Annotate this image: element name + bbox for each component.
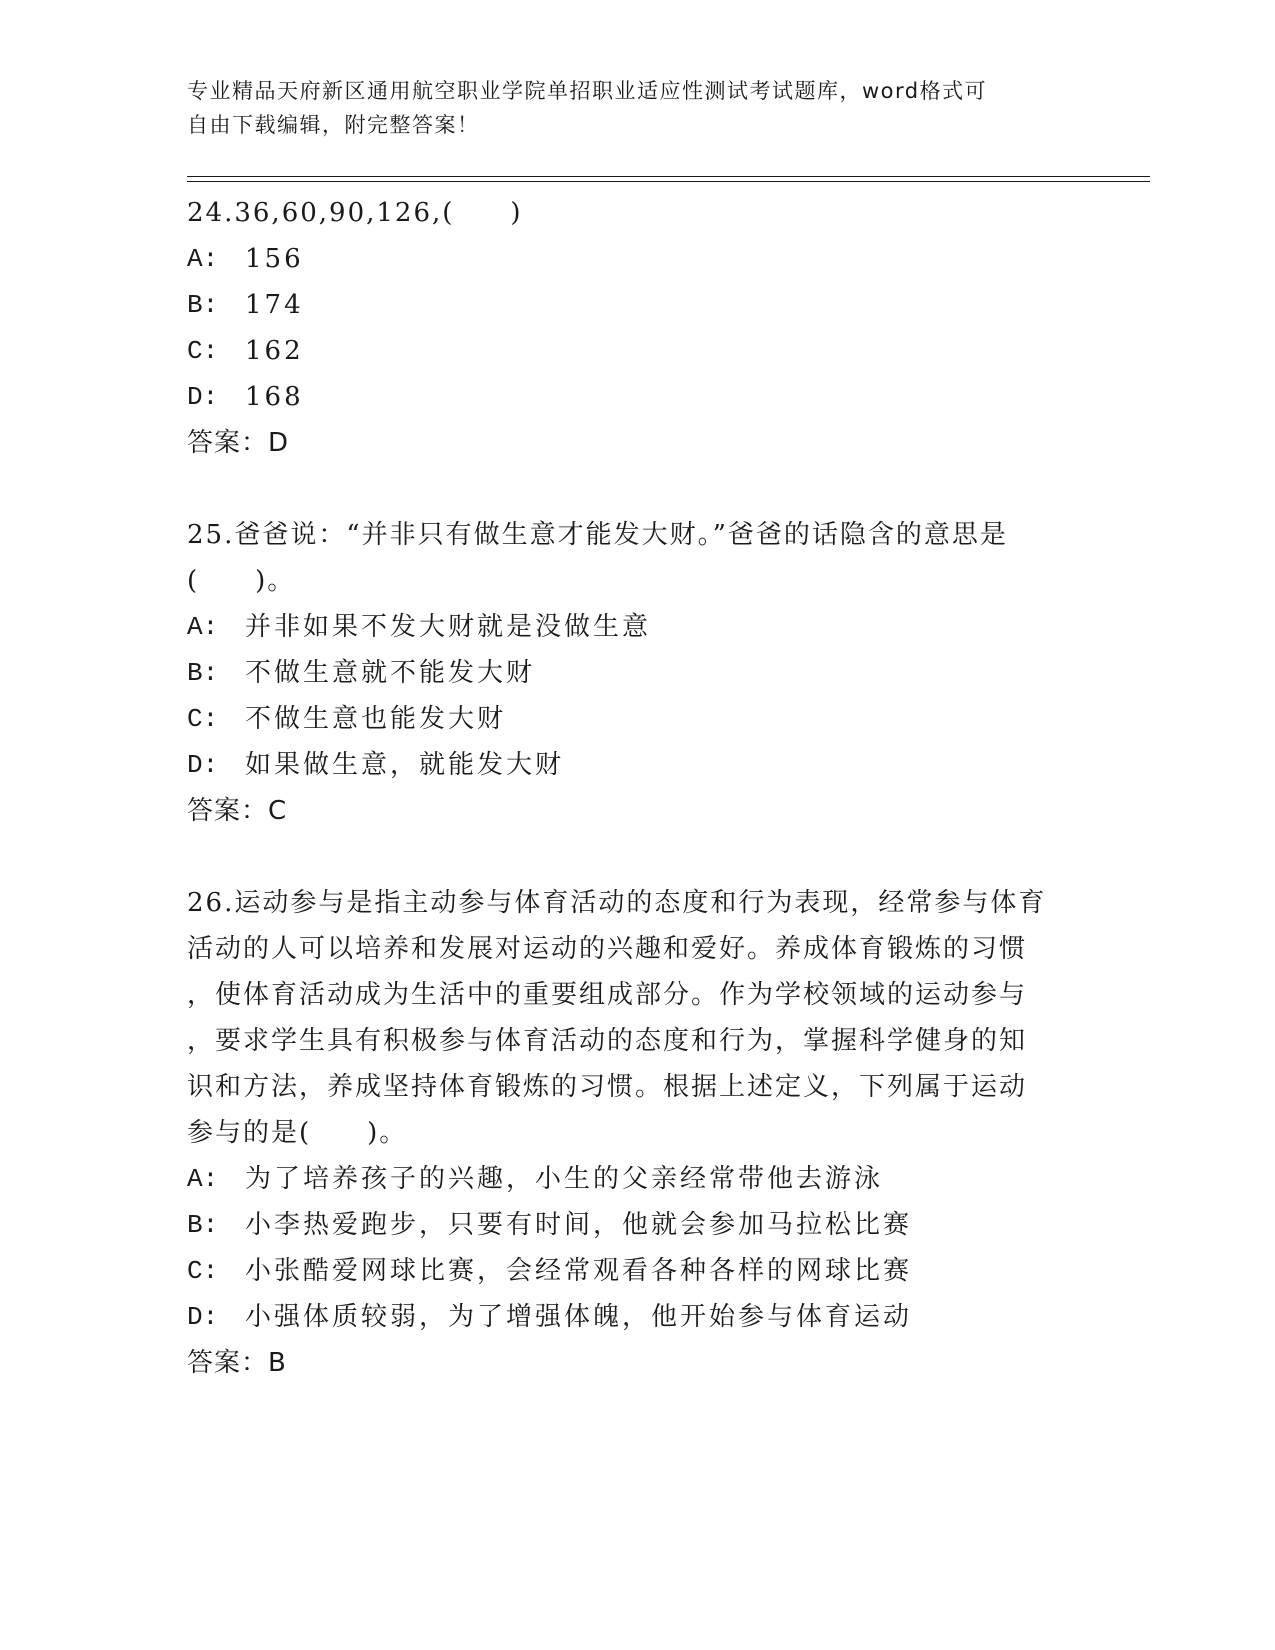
option-text: 168 [245,382,304,412]
option-letter: B: [187,290,219,320]
option-a [187,236,1087,282]
option-letter: A: [187,1164,219,1194]
option-text: 156 [245,244,304,274]
option-text: 并非如果不发大财就是没做生意 [245,612,652,642]
option-d [187,1294,1087,1340]
question-stem: 26.运动参与是指主动参与体育活动的态度和行为表现，经常参与体育 活动的人可以培养和发展对运动的兴趣和爱好。养成体育锻炼的习惯 ，使体育活动成为生活中的重要组成部分。作为学校领域的运动参与 ，要求学生具有积极参与体育活动的态度和行为，掌握科学健身的知 识和方法，养成坚持体育锻炼的习惯。根据上述定义，下列属于运动 参与的是( )。 [187,888,1047,1148]
option-letter: D: [187,750,219,780]
question-list [187,190,1087,1386]
document-header [187,74,1087,142]
answer-line: 答案：C [187,796,288,826]
question-stem: 25.爸爸说：“并非只有做生意才能发大财。”爸爸的话隐含的意思是 ( )。 [187,520,1008,596]
header-line-1: 专业精品天府新区通用航空职业学院单招职业适应性测试考试题库，word格式可 [187,79,988,103]
option-letter: D: [187,1302,219,1332]
option-c [187,1248,1087,1294]
option-text: 162 [245,336,304,366]
option-b [187,1202,1087,1248]
option-letter: C: [187,1256,219,1286]
option-text: 不做生意也能发大财 [245,704,507,734]
option-b [187,650,1087,696]
option-a [187,604,1087,650]
question-24 [187,190,1087,466]
option-text: 小张酷爱网球比赛，会经常观看各种各样的网球比赛 [245,1256,913,1286]
answer-line: 答案：B [187,1348,287,1378]
option-text: 174 [245,290,304,320]
option-d [187,742,1087,788]
header-rule-top [187,176,1150,177]
option-b [187,282,1087,328]
option-letter: C: [187,336,219,366]
option-letter: B: [187,658,219,688]
option-letter: D: [187,382,219,412]
option-c [187,696,1087,742]
question-spacer [187,834,1087,880]
option-text: 为了培养孩子的兴趣，小生的父亲经常带他去游泳 [245,1164,884,1194]
header-line-2: 自由下载编辑，附完整答案！ [187,113,480,137]
question-stem: 24.36,60,90,126,( ) [187,198,523,228]
option-letter: A: [187,244,219,274]
option-text: 小强体质较弱，为了增强体魄，他开始参与体育运动 [245,1302,913,1332]
answer-line: 答案：D [187,428,290,458]
option-text: 不做生意就不能发大财 [245,658,536,688]
question-spacer [187,466,1087,512]
option-c [187,328,1087,374]
option-text: 如果做生意，就能发大财 [245,750,565,780]
question-25 [187,512,1087,834]
option-letter: A: [187,612,219,642]
option-letter: B: [187,1210,219,1240]
option-a [187,1156,1087,1202]
header-rule-bottom [187,181,1150,182]
question-26 [187,880,1087,1386]
option-d [187,374,1087,420]
option-text: 小李热爱跑步，只要有时间，他就会参加马拉松比赛 [245,1210,913,1240]
option-letter: C: [187,704,219,734]
